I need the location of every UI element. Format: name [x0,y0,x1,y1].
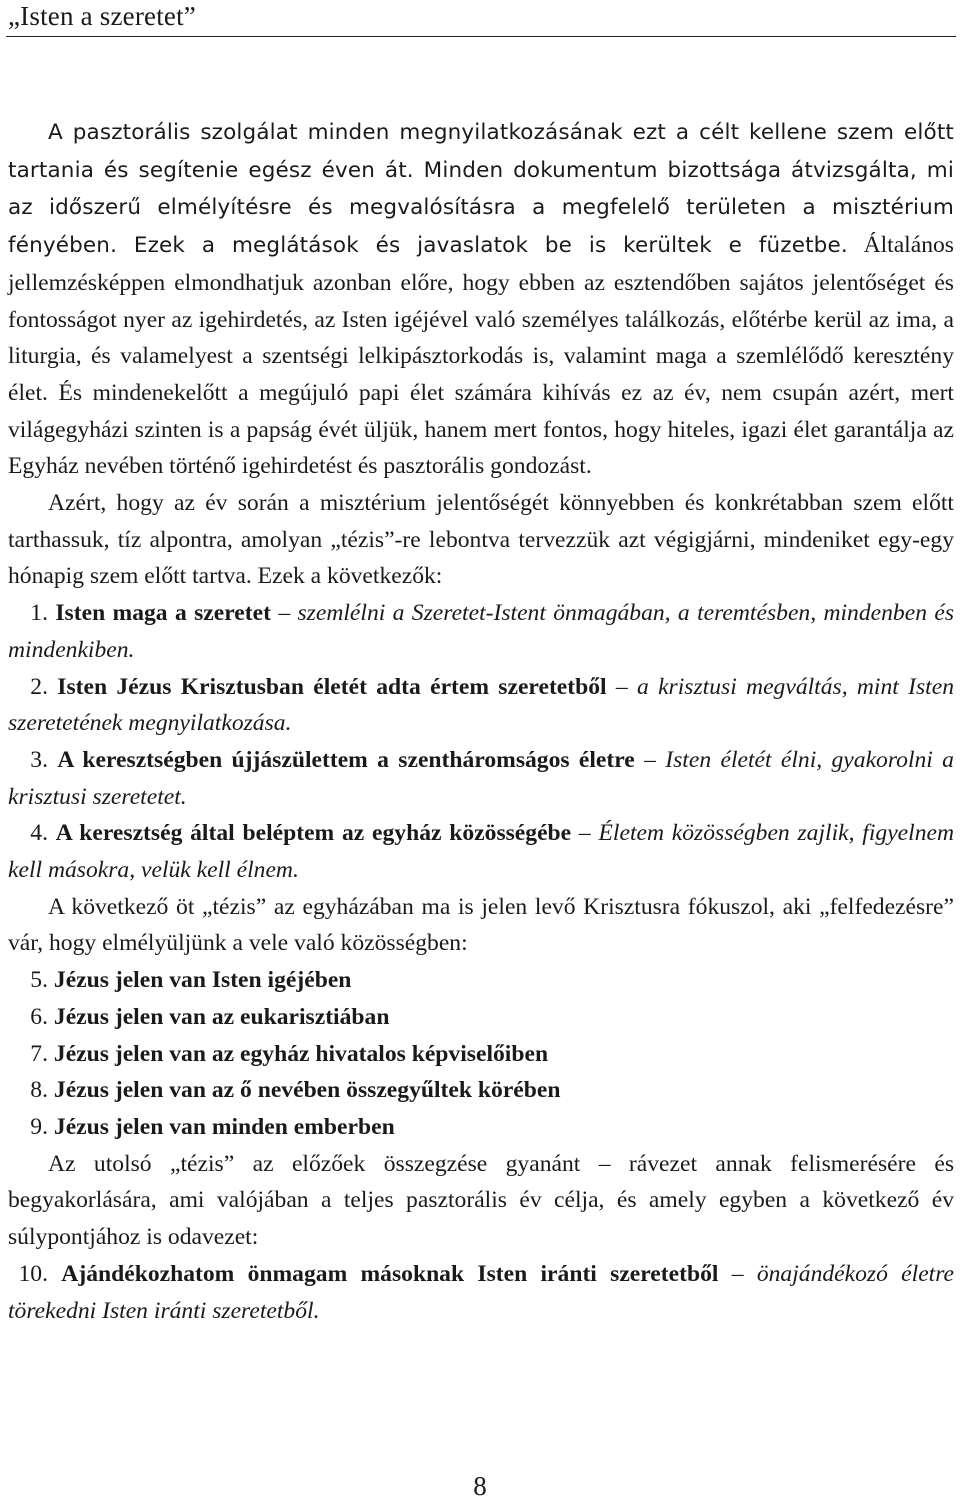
thesis-description: Életem közösségben zajlik, figyelnem kell másokra, velük kell élnem. [8,820,955,884]
thesis-description: szemlélni a Szeretet-Istent önmagában, a teremtésben, mindenben és mindenkiben. [8,600,955,663]
page-content [8,114,954,1329]
thesis-item-5 [8,962,954,999]
thesis-dash: – [270,600,298,627]
thesis-item-9 [8,1109,954,1146]
thesis-title: Jézus jelen van Isten igéjében [53,967,352,994]
thesis-item-2 [8,669,954,742]
thesis-dash: – [718,1260,757,1287]
thesis-item-6 [8,999,954,1036]
thesis-item-7 [8,1036,954,1073]
thesis-number: 7. [30,1040,48,1067]
thesis-number: 8. [30,1077,48,1104]
thesis-number: 10. [18,1260,48,1287]
thesis-title: Ajándékozhatom önmagam másoknak Isten iránti szeretetből [61,1260,719,1287]
page-header [6,0,956,37]
thesis-title: A keresztségben újjászülettem a szentháromságos életre [57,746,635,773]
thesis-title: Jézus jelen van minden emberben [53,1113,395,1140]
thesis-number: 2. [30,673,48,700]
thesis-title: Isten Jézus Krisztusban életét adta értem szeretetből [57,673,607,700]
thesis-item-1 [8,595,954,668]
thesis-title: Isten maga a szeretet [55,600,271,627]
thesis-number: 4. [30,820,48,847]
thesis-item-10 [8,1256,954,1329]
thesis-number: 9. [30,1113,48,1140]
thesis-number: 3. [30,746,48,773]
intro-serif-text-2: És mindenekelőtt a megújuló papi élet számára kihívás ez az év, nem csupán azért, mert világegyházi szinten is a papság évét üljük, hanem mert fontos, hogy hiteles, igazi élet garantálja az Egyház nevében történő igehirdetést és pasztorális gondozást. [8,379,954,480]
intro-paragraph [8,114,954,485]
thesis-number: 6. [30,1003,48,1030]
thesis-description: a krisztusi megváltás, mint Isten szeretetének megnyilatkozása. [8,673,954,737]
thesis-item-3 [8,742,954,815]
thesis-dash: – [634,746,666,773]
five-theses-intro-paragraph: A következő öt „tézis” az egyházában ma is jelen levő Krisztusra fókuszol, aki „felfedezésre” vár, hogy elmélyüljünk a vele való közösségben: [8,893,954,957]
theses-intro-paragraph: Azért, hogy az év során a misztérium jelentőségét könnyebben és konkrétabban szem előtt tarthassuk, tíz alpontra, amolyan „tézis”-re lebontva tervezzük azt végigjárni, mindeniket egy-egy hónapig szem előtt tartva. Ezek a következők: [8,490,954,590]
thesis-title: A keresztség által beléptem az egyház közösségébe [55,820,572,847]
thesis-number: 1. [30,600,48,627]
thesis-item-8 [8,1072,954,1109]
thesis-item-4 [8,815,954,888]
intro-sans-text: A pasztorális szolgálat minden megnyilatkozásának ezt a célt kellene szem előtt tartania és segítenie egész éven át. Minden dokumentum bizottsága átvizsgálta, mi az időszerű elmélyítésre és megvalósításra a megfelelő területen a misztérium fényében. Ezek a meglátások és javaslatok be is kerültek e füzetbe. [8,120,954,259]
intro-serif-text-1: Általános jellemzésképpen elmondhatjuk azonban előre, hogy ebben az esztendőben sajátos jelentőséget és fontosságot nyer az igehirdetés, az Isten igéjével való személyes találkozás, előtérbe kerül az ima, a liturgia, és valamelyest a szentségi lelkipásztorkodás is, valamint maga a szemlélődő keresztény élet. [8,232,954,406]
thesis-dash: – [606,673,637,700]
thesis-title: Jézus jelen van az eukarisztiában [53,1003,390,1030]
thesis-number: 5. [30,967,48,994]
header-title: „Isten a szeretet” [8,1,196,31]
thesis-description: Isten életét élni, gyakorolni a krisztusi szeretetet. [8,746,954,810]
thesis-title: Jézus jelen van az egyház hivatalos képviselőiben [53,1040,549,1067]
thesis-dash: – [571,820,599,847]
last-thesis-intro-paragraph: Az utolsó „tézis” az előzőek összegzése gyanánt – rávezet annak felismerésére és begyakorlására, ami valójában a teljes pasztorális év célja, és amely egyben a következő év súlypontjához is odavezet: [8,1150,954,1251]
thesis-description: önajándékozó életre törekedni Isten iránti szeretetből. [8,1260,955,1324]
thesis-title: Jézus jelen van az ő nevében összegyűltek körében [53,1077,561,1104]
page-number: 8 [473,1471,487,1501]
